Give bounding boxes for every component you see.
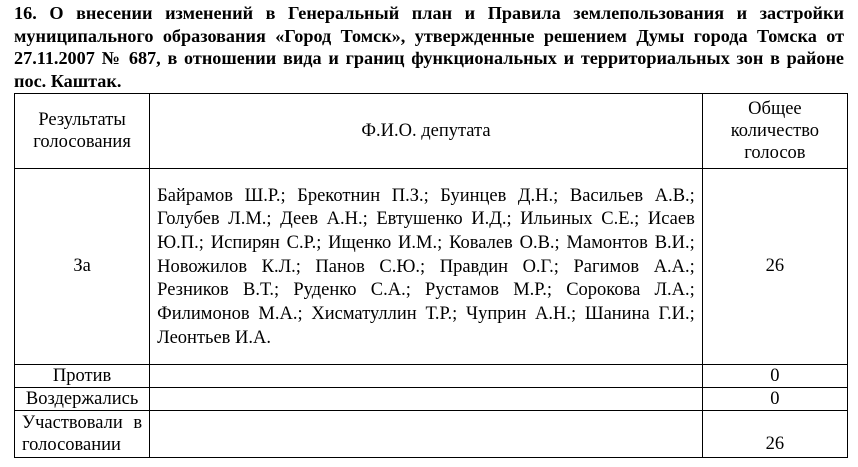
deputies-abstained bbox=[150, 388, 703, 411]
count-participated: 26 bbox=[702, 411, 847, 458]
table-row bbox=[15, 169, 848, 365]
header-total: Общее количество голосов bbox=[702, 94, 847, 169]
table-header-row bbox=[15, 94, 848, 169]
result-against: Против bbox=[15, 365, 150, 388]
count-abstained: 0 bbox=[702, 388, 847, 411]
deputies-participated bbox=[150, 411, 703, 458]
count-against: 0 bbox=[702, 365, 847, 388]
table-row bbox=[15, 388, 848, 411]
item-heading: 16. О внесении изменений в Генеральный план и Правила землепользования и застройки муниципального образования «Город Томск», утвержденные решением Думы города Томска от 27.11.2007 № 687, в отношении вида и границ функциональных и территориальных зон в районе пос. Каштак. bbox=[14, 3, 844, 91]
count-for: 26 bbox=[702, 169, 847, 365]
voting-results-table bbox=[14, 93, 848, 458]
deputies-for: Байрамов Ш.Р.; Брекотнин П.З.; Буинцев Д.Н.; Васильев А.В.; Голубев Л.М.; Деев А.Н.; Евтушенко И.Д.; Ильиных С.Е.; Исаев Ю.П.; Испирян С.Р.; Ищенко И.М.; Ковалев О.В.; Мамонтов В.И.; Новожилов К.Л.; Панов С.Ю.; Правдин О.Г.; Рагимов А.А.; Резников В.Т.; Руденко С.А.; Рустамов М.Р.; Сорокова Л.А.; Филимонов М.А.; Хисматуллин Т.Р.; Чуприн А.Н.; Шанина Г.И.; Леонтьев И.А. bbox=[150, 169, 703, 365]
table-row bbox=[15, 365, 848, 388]
header-deputy: Ф.И.О. депутата bbox=[150, 94, 703, 169]
header-results: Результаты голосования bbox=[15, 94, 150, 169]
result-abstained: Воздержались bbox=[15, 388, 150, 411]
result-participated: Участвовали в голосовании bbox=[15, 411, 150, 458]
result-for: За bbox=[15, 169, 150, 365]
table-row bbox=[15, 411, 848, 458]
deputies-against bbox=[150, 365, 703, 388]
